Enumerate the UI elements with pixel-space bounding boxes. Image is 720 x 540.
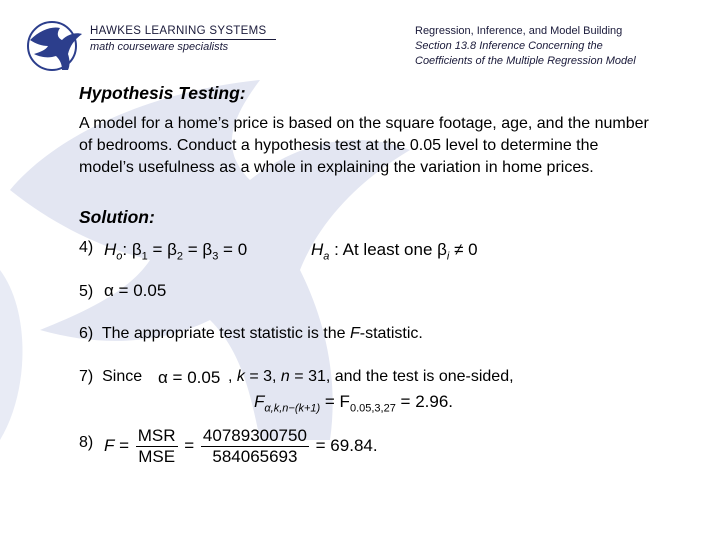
ha-symbol: H <box>311 240 324 259</box>
page-title: Hypothesis Testing: <box>79 83 246 103</box>
h0-eq1: = β <box>147 240 177 259</box>
hawkes-eagle-logo-icon <box>26 20 82 72</box>
step-7-k: k <box>236 368 245 385</box>
course-header <box>415 24 715 69</box>
beta3-subscript: 3 <box>212 250 219 263</box>
step-4-null-hypothesis <box>104 240 247 262</box>
step-5-alpha: α = 0.05 <box>104 281 167 300</box>
beta1-subscript: 1 <box>141 250 148 263</box>
step-6-post: -statistic. <box>359 325 423 342</box>
step-5-number: 5) <box>79 283 94 300</box>
problem-section <box>79 83 679 179</box>
ha-end: ≠ 0 <box>449 240 478 259</box>
numerator-value: 40789300750 <box>202 426 307 445</box>
step-7 <box>79 368 142 386</box>
h0-eq2: = β <box>183 240 213 259</box>
msr-mse-fraction <box>136 426 178 467</box>
f-crit-result: = 2.96. <box>395 392 454 411</box>
mse-label: MSE <box>138 447 176 466</box>
solution-heading: Solution: <box>79 207 155 227</box>
brand-block <box>90 24 276 54</box>
f-crit-subscript: α,k,n−(k+1) <box>264 402 321 415</box>
step-6-number: 6) <box>79 325 94 342</box>
step-8-number: 8) <box>79 434 94 451</box>
step-6 <box>79 325 423 343</box>
f-crit-symbol: F <box>254 392 265 411</box>
step-6-text: The appropriate test statistic is the <box>101 325 350 342</box>
course-line-2: Section 13.8 Inference Concerning the <box>415 40 603 52</box>
step-7-conditions <box>228 368 514 386</box>
h0-symbol: H <box>104 240 117 259</box>
h0-eq3: = 0 <box>218 240 248 259</box>
f-stat-result: = 69.84. <box>310 435 378 455</box>
brand-name: HAWKES LEARNING SYSTEMS <box>90 25 267 37</box>
f-crit-subscript-2: 0.05,3,27 <box>349 402 396 415</box>
f-stat-eq1: = <box>114 435 134 455</box>
step-7-mid3: = 31, and the test is one-sided, <box>289 368 514 385</box>
f-crit-eq: = F <box>320 392 350 411</box>
betai-subscript: i <box>446 250 450 263</box>
msr-label: MSR <box>137 426 176 445</box>
ha-text: : At least one β <box>329 240 447 259</box>
value-fraction <box>201 426 309 467</box>
step-7-since: Since <box>102 368 143 385</box>
step-4-number: 4) <box>79 239 94 256</box>
denominator-value: 584065693 <box>212 447 298 466</box>
step-7-critical-value <box>254 392 453 414</box>
step-7-alpha: α = 0.05 <box>158 368 221 387</box>
step-7-mid1: , <box>228 368 237 385</box>
brand-tagline: math courseware specialists <box>90 41 229 53</box>
f-stat-symbol: F <box>104 435 115 455</box>
h0-text: : β <box>122 240 142 259</box>
step-4-alt-hypothesis <box>311 240 478 262</box>
step-7-number: 7) <box>79 368 94 385</box>
course-line-1: Regression, Inference, and Model Building <box>415 25 623 37</box>
beta2-subscript: 2 <box>176 250 184 263</box>
f-stat-eq2: = <box>179 435 199 455</box>
problem-text: A model for a home’s price is based on the square footage, age, and the number of bedrooms. Conduct a hypothesis test at the 0.05 level to determine the model’s usefulness as a whole in explaining the variation in home prices. <box>79 115 649 176</box>
h0-subscript: o <box>116 250 123 263</box>
ha-subscript: a <box>323 250 330 263</box>
step-7-mid2: = 3, <box>244 368 281 385</box>
step-7-n: n <box>280 368 290 385</box>
course-line-3: Coefficients of the Multiple Regression Model <box>415 55 636 67</box>
step-8-f-statistic <box>104 426 378 467</box>
step-6-f: F <box>349 325 360 342</box>
brand-divider <box>90 39 276 40</box>
